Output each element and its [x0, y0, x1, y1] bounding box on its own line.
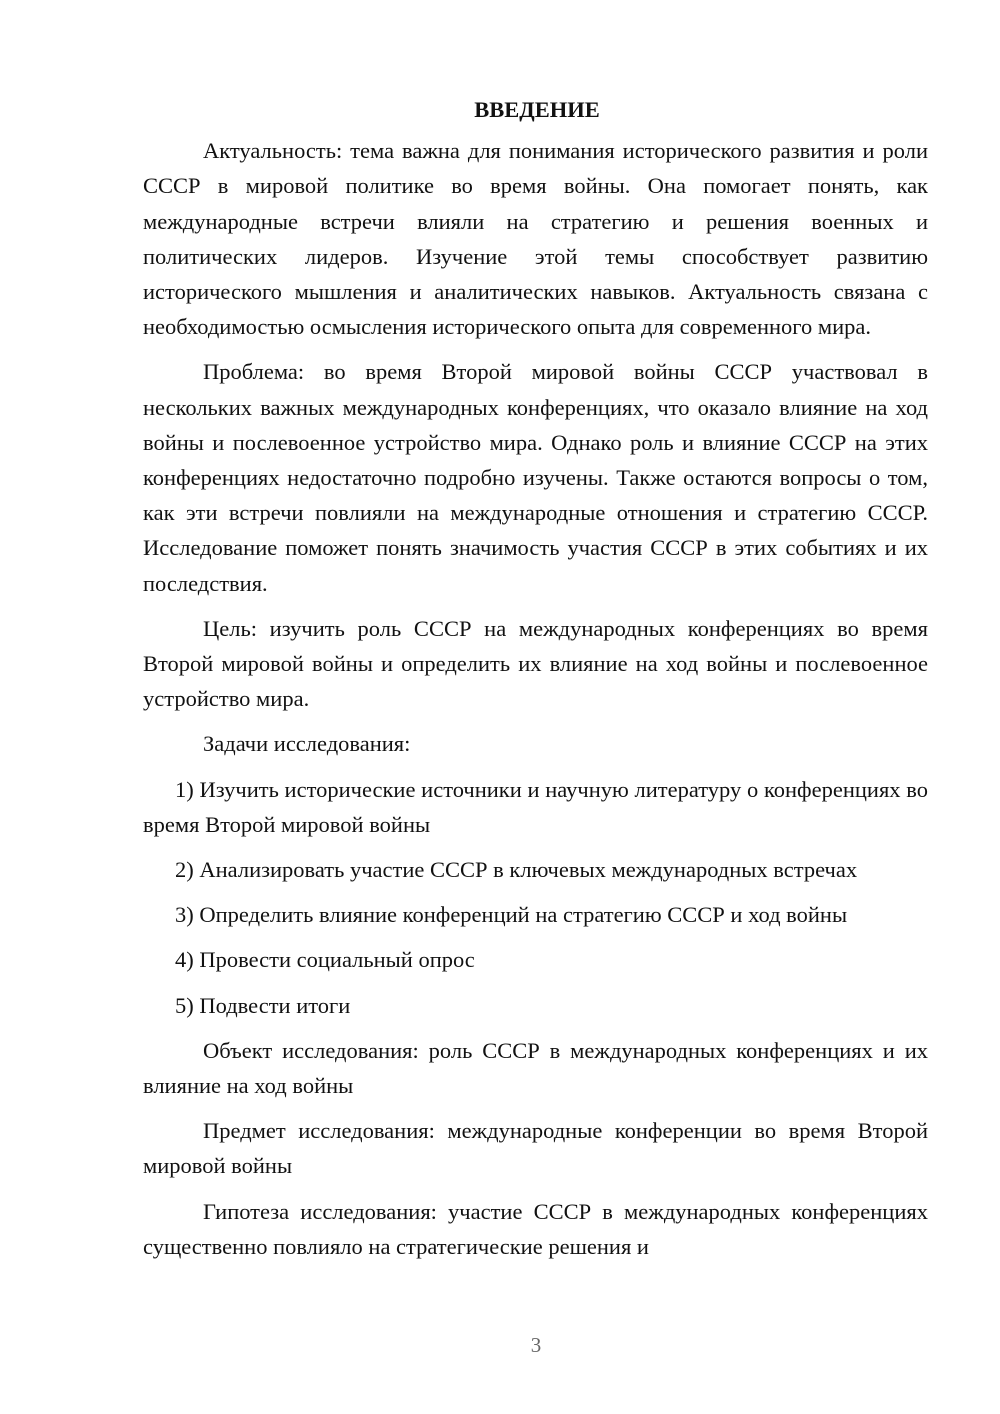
- object-paragraph: Объект исследования: роль СССР в международных конференциях и их влияние на ход войны: [143, 1037, 928, 1099]
- subject-paragraph: Предмет исследования: международные конференции во время Второй мировой войны: [143, 1118, 928, 1179]
- task-item-3: 3) Определить влияние конференций на стратегию СССР и ход войны: [175, 902, 848, 928]
- goal-paragraph: Цель: изучить роль СССР на международных конференциях во время Второй мировой войны и определить их влияние на ход войны и послевоенное устройство мира.: [143, 615, 928, 712]
- relevance-paragraph: Актуальность: тема важна для понимания исторического развития и роли СССР в мировой политике во время войны. Она помогает понять, как международные встречи влияли на стратегию и решения военных и политических лидеров. Изучение этой темы способствует развитию исторического мышления и аналитических навыков. Актуальность связана с необходимостью осмысления исторического опыта для современного мира.: [143, 138, 928, 340]
- tasks-heading: Задачи исследования:: [203, 731, 411, 757]
- section-heading: ВВЕДЕНИЕ: [474, 97, 600, 122]
- page-content: [143, 92, 928, 1274]
- task-item-4: 4) Провести социальный опрос: [175, 947, 475, 973]
- task-item-1: 1) Изучить исторические источники и научную литературу о конференциях во время Второй мировой войны: [143, 776, 928, 837]
- task-item-5: 5) Подвести итоги: [175, 992, 351, 1018]
- task-item-2: 2) Анализировать участие СССР в ключевых международных встречах: [175, 857, 858, 883]
- page-number: 3: [530, 1333, 542, 1357]
- hypothesis-paragraph: Гипотеза исследования: участие СССР в международных конференциях существенно повлияло на стратегические решения и: [143, 1198, 928, 1259]
- problem-paragraph: Проблема: во время Второй мировой войны СССР участвовал в нескольких важных международных конференциях, что оказало влияние на ход войны и послевоенное устройство мира. Однако роль и влияние СССР на этих конференциях недостаточно подробно изучены. Также остаются вопросы о том, как эти встречи повлияли на международные отношения и стратегию СССР. Исследование поможет понять значимость участия СССР в этих событиях и их последствия.: [143, 359, 928, 596]
